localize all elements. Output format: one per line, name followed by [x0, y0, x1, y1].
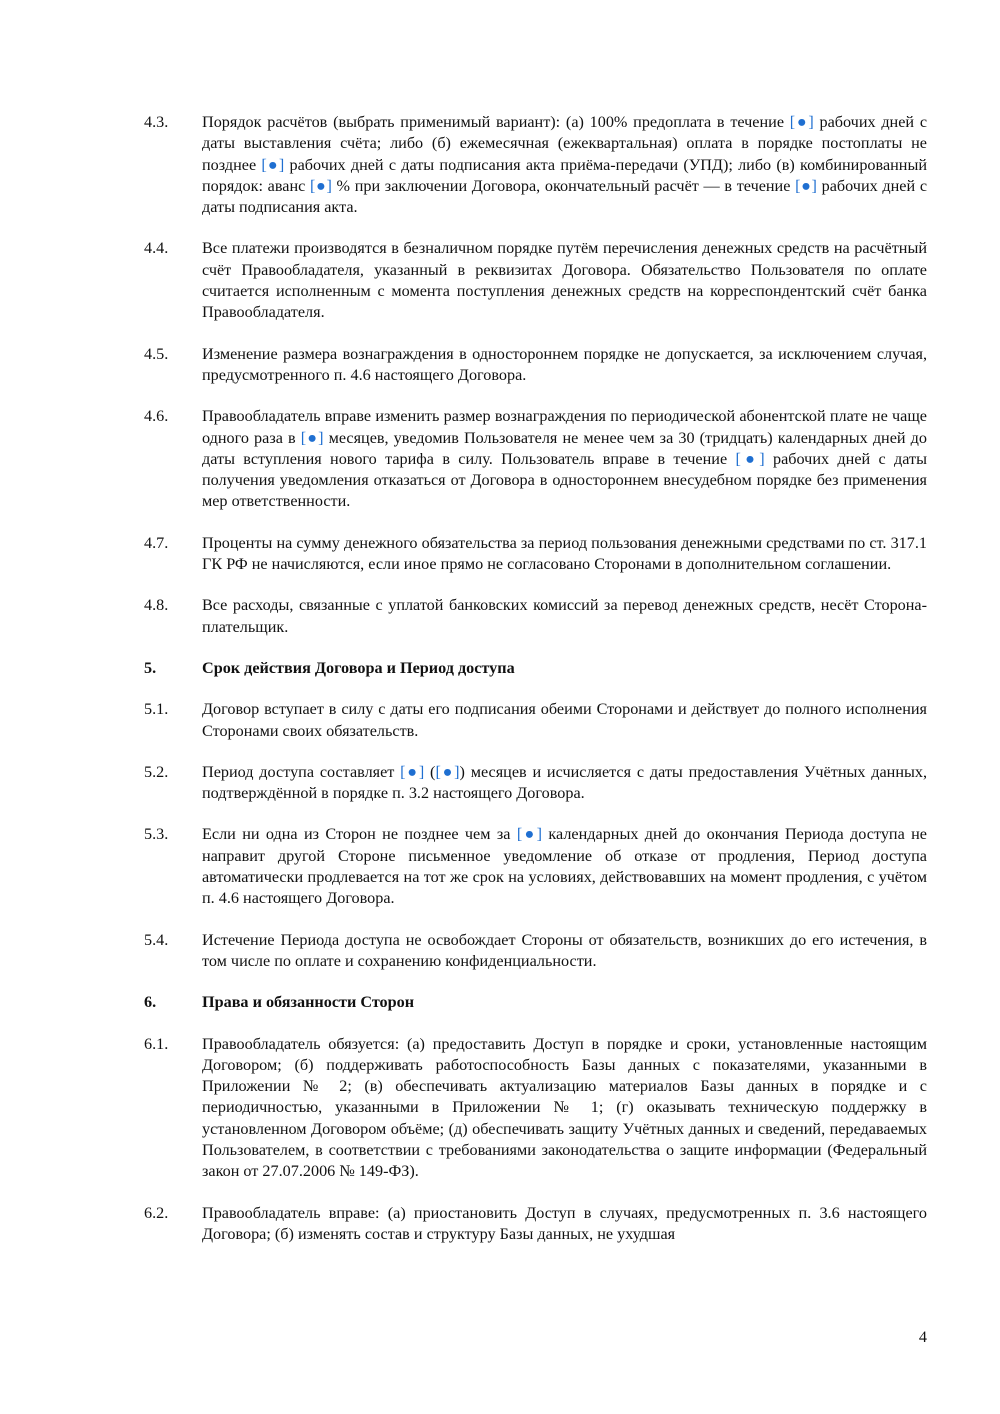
placeholder-marker: [●]	[300, 428, 324, 447]
text-run: календарных дней до окончания Периода доступа не направит другой Стороне письменное уведомление об отказе от продления, Период доступа автоматически продлевается на тот же срок на условиях, действовавших на момент продления, с учётом п. 4.6 настоящего Договора.	[202, 825, 927, 908]
text-run: рабочих дней с даты подписания акта.	[202, 176, 928, 217]
clause-text	[202, 238, 927, 323]
text-run: Проценты на сумму денежного обязательства за период пользования денежными средствами по ст. 317.1 ГК РФ не начисляются, если иное прямо не согласовано Сторонами в дополнительном соглашении.	[202, 533, 927, 574]
page-number: 4	[918, 1328, 927, 1346]
text-run: Права и обязанности Сторон	[202, 993, 415, 1012]
text-run: Изменение размера вознаграждения в одностороннем порядке не допускается, за исключением случая, предусмотренного п. 4.6 настоящего Договора.	[202, 344, 927, 384]
placeholder-marker: [●]	[261, 155, 285, 174]
clause	[144, 406, 927, 512]
clause	[144, 595, 927, 638]
clause	[144, 762, 927, 805]
placeholder-marker: [●]	[789, 113, 814, 131]
clause-number: 4.7.	[144, 533, 169, 552]
clause-number: 4.6.	[144, 407, 169, 426]
section-number: 5.	[144, 658, 157, 677]
clause	[144, 344, 927, 387]
text-run: Правообладатель вправе: (а) приостановить Доступ в случаях, предусмотренных п. 3.6 настоящего Договора; (б) изменять состав и структуру Базы данных, не ухудшая	[202, 1203, 927, 1243]
clause-text	[202, 699, 927, 742]
text-run: рабочих дней с даты подписания акта приёма-передачи (УПД); либо (в) комбинированный порядок: аванс	[202, 155, 927, 195]
clause-number: 5.1.	[144, 700, 169, 719]
clause	[144, 930, 927, 973]
text-run: Период доступа составляет	[202, 762, 401, 781]
placeholder-marker: [●]	[310, 176, 332, 195]
document-page	[144, 112, 927, 1265]
text-run: (	[424, 762, 436, 781]
text-run: Договор вступает в силу с даты его подписания обеими Сторонами и действует до полного исполнения Сторонами своих обязательств.	[202, 700, 927, 740]
text-run: Срок действия Договора и Период доступа	[202, 658, 515, 677]
clause-text	[202, 1203, 927, 1246]
clause-number: 6.2.	[144, 1203, 169, 1222]
clause	[144, 112, 927, 218]
clause-text	[202, 1034, 927, 1183]
text-run: Правообладатель вправе изменить размер вознаграждения по периодической абонентской плате не чаще одного раза в	[202, 407, 927, 447]
section-title	[202, 658, 927, 679]
section-heading	[144, 658, 927, 679]
text-run: ) месяцев и исчисляется с даты предоставления Учётных данных, подтверждённой в порядке п. 3.2 настоящего Договора.	[202, 762, 928, 803]
clause-number: 5.4.	[144, 930, 169, 949]
clause-number: 4.8.	[144, 596, 169, 615]
placeholder-marker: [●]	[516, 825, 543, 844]
placeholder-marker: [●]	[795, 176, 817, 195]
placeholder-marker: [●]	[435, 762, 460, 781]
clause-text	[202, 930, 927, 973]
section-heading	[144, 992, 927, 1013]
text-run: рабочих дней с даты получения уведомления отказаться от Договора в одностороннем внесудебном порядке без применения мер ответственности.	[202, 449, 927, 511]
clause-number: 5.2.	[144, 762, 169, 781]
clause	[144, 238, 927, 323]
clause-number: 4.5.	[144, 344, 169, 363]
placeholder-marker: [●]	[735, 449, 765, 468]
clause-number: 4.3.	[144, 113, 169, 131]
clause-text	[202, 533, 927, 576]
text-run: Все платежи производятся в безналичном порядке путём перечисления денежных средств на расчётный счёт Правообладателя, указанный в реквизитах Договора. Обязательство Пользователя по оплате считается исполненным с момента поступления денежных средств на корреспондентский счёт банка Правообладателя.	[202, 239, 927, 322]
text-run: Если ни одна из Сторон не позднее чем за	[202, 825, 517, 844]
clause	[144, 699, 927, 742]
clause	[144, 1203, 927, 1246]
section-number: 6.	[144, 993, 157, 1012]
clause	[144, 533, 927, 576]
clause-text	[202, 824, 927, 909]
text-run: % при заключении Договора, окончательный расчёт — в течение	[331, 176, 796, 195]
text-run: Правообладатель обязуется: (а) предоставить Доступ в порядке и сроки, установленные настоящим Договором; (б) поддерживать работоспособность Базы данных с показателями, указанными в Приложении № 2; (в) обеспечивать актуализацию материалов Базы данных в порядке и с периодичностью, указанными в Приложении № 1; (г) оказывать техническую поддержку в установленном Договором объёме; (д) обеспечивать защиту Учётных данных и сведений, передаваемых Пользователем, в соответствии с требованиями законодательства о защите информации (Федеральный закон от 27.07.2006 № 149-ФЗ).	[202, 1034, 927, 1181]
text-run: Все расходы, связанные с уплатой банковских комиссий за перевод денежных средств, несёт Сторона-плательщик.	[202, 596, 927, 636]
placeholder-marker: [●]	[400, 762, 425, 781]
text-run: Истечение Периода доступа не освобождает Стороны от обязательств, возникших до его истечения, в том числе по оплате и сохранению конфиденциальности.	[202, 930, 927, 970]
section-title	[202, 992, 927, 1013]
text-run: месяцев, уведомив Пользователя не менее чем за 30 (тридцать) календарных дней до даты вступления нового тарифа в силу. Пользователь вправе в течение	[202, 428, 928, 468]
clause	[144, 1034, 927, 1183]
clause-number: 5.3.	[144, 825, 169, 844]
clause-text	[202, 344, 927, 387]
clause-number: 6.1.	[144, 1034, 169, 1053]
text-run: рабочих дней с даты выставления счёта; либо (б) ежемесячная (ежеквартальная) оплата в порядке постоплаты не позднее	[202, 113, 927, 174]
clause-text	[202, 406, 927, 512]
clause-text	[202, 112, 927, 218]
clause-text	[202, 762, 927, 805]
clause-text	[202, 595, 927, 638]
clause-number: 4.4.	[144, 239, 169, 258]
text-run: Порядок расчётов (выбрать применимый вариант): (а) 100% предоплата в течение	[202, 113, 790, 131]
clause	[144, 824, 927, 909]
